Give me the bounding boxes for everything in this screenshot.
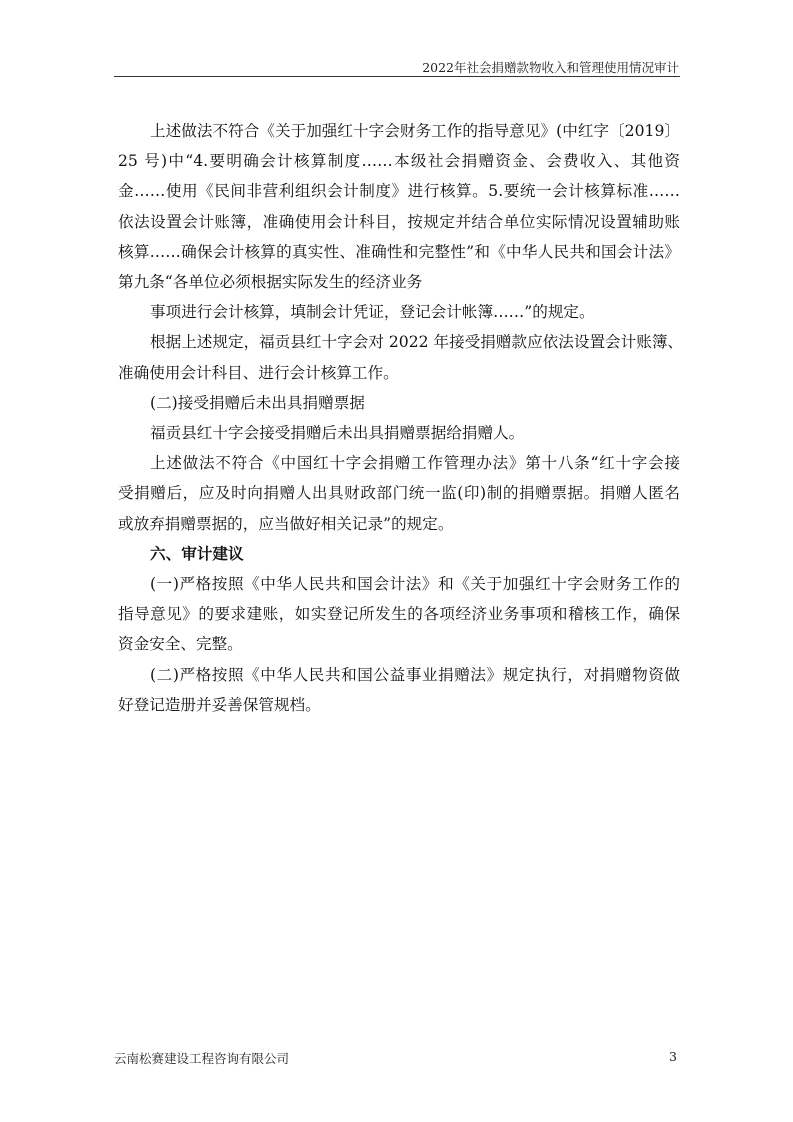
text-line: 上述做法不符合《关于加强红十字会财务工作的指导意见》(中红字〔2019〕	[150, 122, 680, 140]
recommendation-1	[118, 569, 680, 660]
paragraph-conclusion-1	[118, 327, 684, 387]
footer-company-name: 云南松赛建设工程咨询有限公司	[114, 1051, 290, 1066]
paragraph-compliance-analysis	[118, 116, 680, 297]
text-line: 准确使用会计科目、进行会计核算工作。	[118, 363, 399, 382]
text-line: 资金安全、完整。	[118, 635, 243, 654]
paragraph-accounting-regulation: 事项进行会计核算，填制会计凭证，登记会计帐簿……”的规定。	[150, 303, 595, 322]
text-line: 上述做法不符合《中国红十字会捐赠工作管理办法》第十八条“红十字会接	[150, 454, 680, 473]
document-body	[118, 116, 684, 720]
paragraph-receipts-finding: 福贡县红十字会接受捐赠后未出具捐赠票据给捐赠人。	[150, 424, 525, 443]
text-line: 第九条“各单位必须根据实际发生的经济业务	[118, 273, 423, 292]
text-line: 金……使用《民间非营利组织会计制度》进行核算。5.要统一会计核算标准……	[118, 182, 680, 201]
header-rule	[114, 76, 680, 77]
text-line: 受捐赠后，应及时向捐赠人出具财政部门统一监(印)制的捐赠票据。捐赠人匿名	[118, 484, 680, 503]
text-line: 好登记造册并妥善保管规档。	[118, 695, 321, 714]
footer-page-number: 3	[669, 1049, 677, 1064]
text-line: 25 号)中“4.要明确会计核算制度……本级社会捐赠资金、会费收入、其他资	[118, 152, 680, 171]
text-line: 根据上述规定，福贡县红十字会对 2022 年接受捐赠款应依法设置会计账簿、	[150, 333, 684, 352]
recommendation-2	[118, 660, 680, 720]
text-line: 指导意见》的要求建账，如实登记所发生的各项经济业务事项和稽核工作，确保	[118, 605, 680, 624]
text-line: 核算……确保会计核算的真实性、准确性和完整性”和《中华人民共和国会计法》	[118, 242, 680, 261]
subheading-receipts-issue: (二)接受捐赠后未出具捐赠票据	[150, 393, 365, 412]
text-line: (一)严格按照《中华人民共和国会计法》和《关于加强红十字会财务工作的	[150, 575, 680, 594]
text-line: 依法设置会计账簿，准确使用会计科目，按规定并结合单位实际情况设置辅助账	[118, 212, 680, 231]
section-heading-audit-recommendations: 六、审计建议	[150, 544, 244, 563]
text-line: (二)严格按照《中华人民共和国公益事业捐赠法》规定执行，对捐赠物资做	[150, 665, 680, 684]
paragraph-receipts-analysis	[118, 448, 680, 539]
text-line: 或放弃捐赠票据的，应当做好相关记录”的规定。	[118, 514, 454, 533]
running-header: 2022年社会捐赠款物收入和管理使用情况审计	[422, 60, 679, 75]
